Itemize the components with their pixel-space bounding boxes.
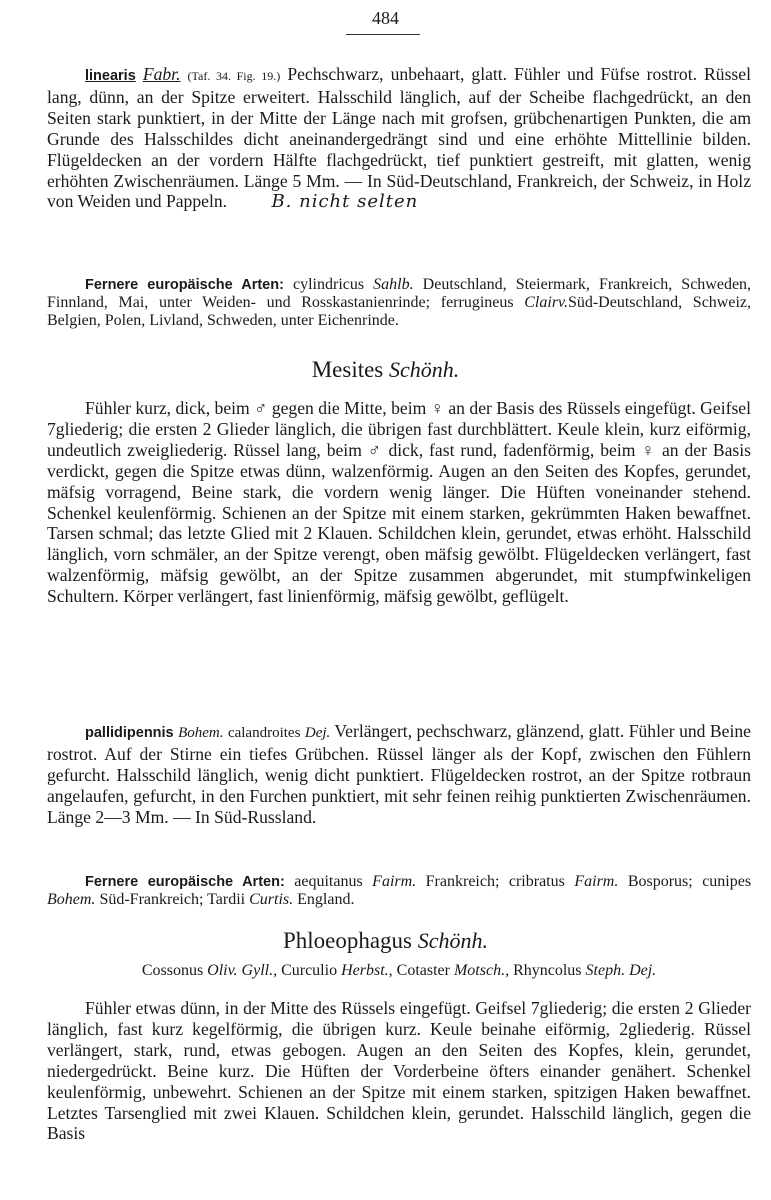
species-name: linearis (85, 68, 136, 84)
synonym-name: calandroites (227, 725, 301, 741)
genus-synonyms (47, 962, 751, 980)
synonym-author: Dej. (304, 725, 331, 741)
mesites-description: Fühler kurz, dick, beim ♂ gegen die Mitte, beim ♀ an der Basis des Rüssels eingefügt. Geifsel 7gliederig; die ersten 2 Glieder länglich, die übrigen fast durchblättert. Keule klein, kurz eiförmig, undeutlich zweigliederig. Rüssel lang, beim ♂ dick, fast rund, fadenförmig, beim ♀ an der Basis verdickt, gegen die Spitze etwas dünn, walzenförmig. Augen an den Seiten des Kopfes, gerundet, mäfsig vorragend, Beine stark, die vordern wenig länger. Die Hüften voneinander stehend. Schenkel keulenförmig. Schienen an der Spitze mit einem starken, gekrümmten Haken bewaffnet. Tarsen schmal; das letzte Glied mit 2 Klauen. Schildchen klein, gerundet, etwas erhöht. Halsschild länglich, vorn schmäler, an der Spitze verengt, oben mäfsig gewölbt. Flügeldecken verlängert, fast walzenförmig, mäfsig gewölbt, an der Spitze zusammen abgerundet, mit stumpfwinkeligen Schultern. Körper verlängert, fast linienförmig, mäfsig gewölbt, geflügelt. (47, 398, 751, 607)
phloeophagus-description: Fühler etwas dünn, in der Mitte des Rüssels eingefügt. Geifsel 7gliederig; die ersten 2 Glieder länglich, fast kurz kegelförmig, die übrigen kurz. Keule beinahe eiförmig, 2gliederig. Rüssel verlängert, stark, rund, etwas gebogen. Augen an den Seiten des Kopfes, klein, gerundet, niedergedrückt. Beine kurz. Die Hüften der Vorderbeine öfters einander genähert. Schenkel keulenförmig, unbewehrt. Schienen an der Spitze mit einem starken, spitzigen Haken bewaffnet. Letztes Tarsenglied mit zwei Klauen. Schildchen klein, gerundet. Halsschild länglich, gegen die Basis (47, 998, 751, 1144)
handwritten-note: B. nicht selten (271, 191, 419, 213)
species-author: Bohem. (47, 891, 96, 909)
synonym-author: Oliv. Gyll., (207, 962, 278, 979)
species-name: aequitanus (294, 873, 363, 890)
species-description: Pechschwarz, unbehaart, glatt. Fühler und Füfse rostrot. Rüssel lang, dünn, an der Spitze erweitert. Halsschild länglich, auf der Scheibe flachgedrückt, an den Seiten stark punktiert, in der Mitte der Länge nach mit grofsen, grübchenartigen Punkten, die am Grunde des Halsschildes dicht aneinandergedrängt sind und eine erhöhte Mittellinie bilden. Flügeldecken an der vordern Hälfte flachgedrückt, tief punktiert gestreift, mit glatten, wenig erhöhten Zwischenräumen. Länge 5 Mm. — In Süd-Deutschland, Frankreich, der Schweiz, in Holz von Weiden und Pappeln. (47, 64, 751, 212)
genus-author: Schönh. (389, 357, 460, 382)
species-locality: Frankreich; cribratus (425, 873, 565, 890)
further-species-label: Fernere europäische Arten: (85, 277, 284, 293)
further-species-paragraph-2 (47, 873, 751, 909)
species-linearis-paragraph (47, 64, 751, 213)
genus-name: Mesites (311, 357, 384, 382)
page-number: 484 (372, 8, 399, 28)
synonym-genus: Rhyncolus (513, 962, 582, 979)
synonym-author: Motsch., (453, 962, 510, 979)
synonym-genus: Cossonus (141, 962, 204, 979)
genus-heading-phloeophagus (0, 928, 771, 954)
synonym-genus: Cotaster (396, 962, 450, 979)
species-author: Sahlb. (373, 276, 414, 293)
species-locality: Deutschland, Steiermark, Frankreich, Schweden, Finnland, Mai, unter Weiden- und Rosskastanienrinde; ferrugineus (47, 276, 752, 312)
species-author: Curtis. (249, 891, 294, 909)
synonym-genus: Curculio (281, 962, 338, 979)
species-name: pallidipennis (85, 725, 174, 741)
further-species-label: Fernere europäische Arten: (85, 874, 285, 890)
species-locality: England. (297, 891, 355, 909)
plate-reference: (Taf. 34. Fig. 19.) (187, 69, 281, 83)
genus-name: Phloeophagus (282, 928, 413, 953)
genus-author: Schönh. (417, 928, 489, 953)
header-rule (346, 34, 420, 35)
species-author: Bohem. (178, 725, 224, 741)
species-pallidipennis-paragraph (47, 721, 751, 828)
species-name: cylindricus (293, 276, 365, 293)
species-locality: Süd-Frankreich; Tardii (99, 891, 246, 909)
genus-heading-mesites (0, 357, 771, 383)
species-locality: Süd-Deutschland, Schweiz, Belgien, Polen, Livland, Schweden, unter Eichenrinde. (47, 294, 751, 329)
synonym-author: Herbst., (341, 962, 393, 979)
species-author: Fairm. (372, 873, 417, 890)
species-author: Clairv. (524, 294, 568, 312)
species-author: Fairm. (574, 873, 619, 890)
species-locality: Bosporus; cunipes (627, 873, 752, 890)
synonym-author: Steph. Dej. (585, 962, 657, 979)
species-author: Fabr. (142, 64, 181, 84)
species-description: Verlängert, pechschwarz, glänzend, glatt. Fühler und Beine rostrot. Auf der Stirne ein tiefes Grübchen. Rüssel länger als der Kopf, zwischen den Fühlern gefurcht. Halsschild länglich, wenig dicht punktiert. Flügeldecken rostrot, an der Spitze rotbraun angelaufen, gefurcht, in den Furchen punktiert, mit sehr feinen reihig punktierten Zwischenräumen. Länge 2—3 Mm. — In Süd-Russland. (47, 721, 751, 827)
further-species-paragraph (47, 276, 751, 329)
